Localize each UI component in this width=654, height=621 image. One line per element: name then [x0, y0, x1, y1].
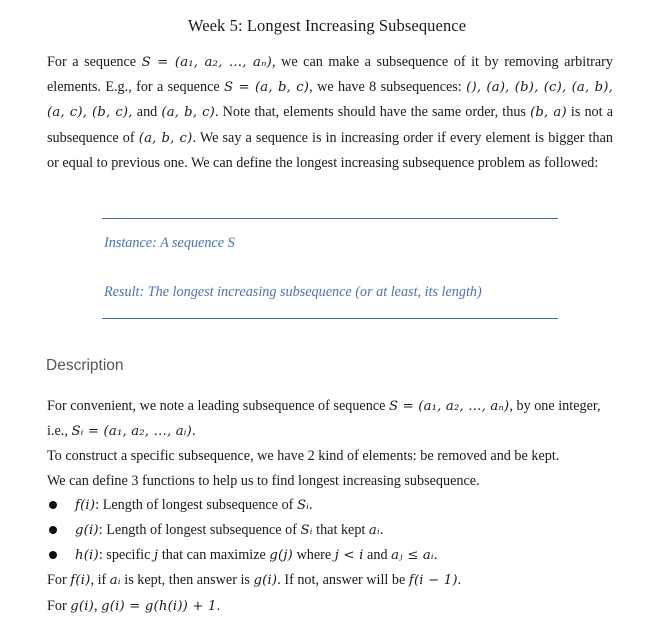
list-text: . [379, 522, 384, 539]
description-body [47, 394, 617, 619]
intro-text: , we have 8 subsequences: [309, 79, 467, 96]
intro-text: and [132, 104, 162, 121]
bullet-icon [49, 551, 57, 559]
subsequence-list-math: (), (a), (b), (c), (a, b), (a, c), (b, c), [47, 80, 613, 121]
list-text: and [363, 547, 392, 564]
desc-text: , [94, 597, 102, 614]
symbol-math: aᵢ [109, 573, 121, 589]
list-item [47, 493, 617, 518]
problem-instance: Instance: A sequence S [104, 235, 235, 251]
list-text: where [292, 547, 335, 564]
function-math: g(i) [253, 573, 278, 589]
bullet-icon [49, 501, 57, 509]
description-line: We can define 3 functions to help us to find longest increasing subsequence. [47, 472, 480, 489]
function-math: f(i) [70, 573, 91, 589]
list-text: : specific [98, 547, 154, 564]
desc-text: , if [90, 572, 110, 589]
section-heading-description: Description [46, 357, 124, 374]
problem-box-bottom-rule [102, 318, 558, 319]
function-math: g(i) [70, 598, 95, 614]
subsequence-last-math: (a, b, c) [161, 105, 216, 121]
intro-paragraph [47, 50, 613, 175]
symbol-math: j < i [334, 548, 364, 564]
equation-math: g(i) = g(h(i)) + 1 [101, 598, 217, 614]
function-math: f(i − 1) [408, 573, 458, 589]
desc-text: For convenient, we note a leading subsequence of sequence [47, 398, 389, 414]
symbol-math: Sᵢ [296, 497, 310, 513]
list-item [47, 543, 617, 568]
list-text: . [433, 547, 438, 564]
symbol-math: j [153, 548, 159, 564]
desc-text: , by one integer, i.e., [47, 398, 601, 440]
description-line [47, 394, 617, 444]
desc-text: . [192, 423, 196, 440]
intro-text: . Note that, elements should have the same order, thus [215, 104, 531, 121]
sequence-math: S = (a₁, a₂, …, aₙ) [388, 399, 510, 414]
problem-box-top-rule [102, 218, 558, 219]
problem-result: Result: The longest increasing subsequence (or at least, its length) [104, 284, 482, 300]
symbol-math: aᵢ [368, 523, 380, 539]
desc-text: is kept, then answer is [120, 572, 254, 589]
intro-text: is not a subsequence of [47, 104, 613, 146]
list-text: : Length of longest subsequence of [98, 522, 301, 539]
function-list [47, 493, 617, 569]
ba-math: (b, a) [530, 105, 567, 121]
function-math: f(i) [75, 497, 96, 513]
function-math: h(i) [75, 548, 99, 564]
page-title: Week 5: Longest Increasing Subsequence [187, 16, 467, 35]
symbol-math: Sᵢ [300, 523, 313, 539]
desc-text: . [216, 597, 221, 614]
desc-text: For [47, 572, 71, 589]
description-line [47, 568, 617, 593]
list-text: : Length of longest subsequence of [95, 496, 297, 513]
symbol-math: aⱼ ≤ aᵢ [391, 548, 434, 564]
desc-text: For [47, 597, 71, 614]
abc-math: (a, b, c) [138, 130, 193, 146]
list-text: . [309, 496, 313, 513]
list-text: that kept [312, 522, 369, 539]
intro-text: , we can make a subsequence of it by removing arbitrary elements. E.g., for a sequence [47, 54, 613, 96]
list-item [47, 518, 617, 543]
leading-subsequence-math: Sᵢ = (a₁, a₂, …, aᵢ) [71, 424, 192, 440]
example-sequence-math: S = (a, b, c) [224, 80, 310, 96]
bullet-icon [49, 526, 57, 534]
intro-text: For a sequence [47, 54, 142, 70]
description-line: To construct a specific subsequence, we have 2 kind of elements: be removed and be kept. [47, 448, 560, 465]
desc-text: . If not, answer will be [277, 572, 409, 589]
symbol-math: g(j) [269, 548, 293, 564]
description-line [47, 594, 617, 619]
list-text: that can maximize [158, 547, 270, 564]
desc-text: . [457, 572, 462, 589]
function-math: g(i) [75, 523, 99, 539]
intro-text: . We say a sequence is in increasing order if every element is bigger than or equal to previous one. We can define the longest increasing subsequence problem as followed: [47, 129, 613, 171]
sequence-math: S = (a₁, a₂, …, aₙ) [141, 55, 272, 70]
